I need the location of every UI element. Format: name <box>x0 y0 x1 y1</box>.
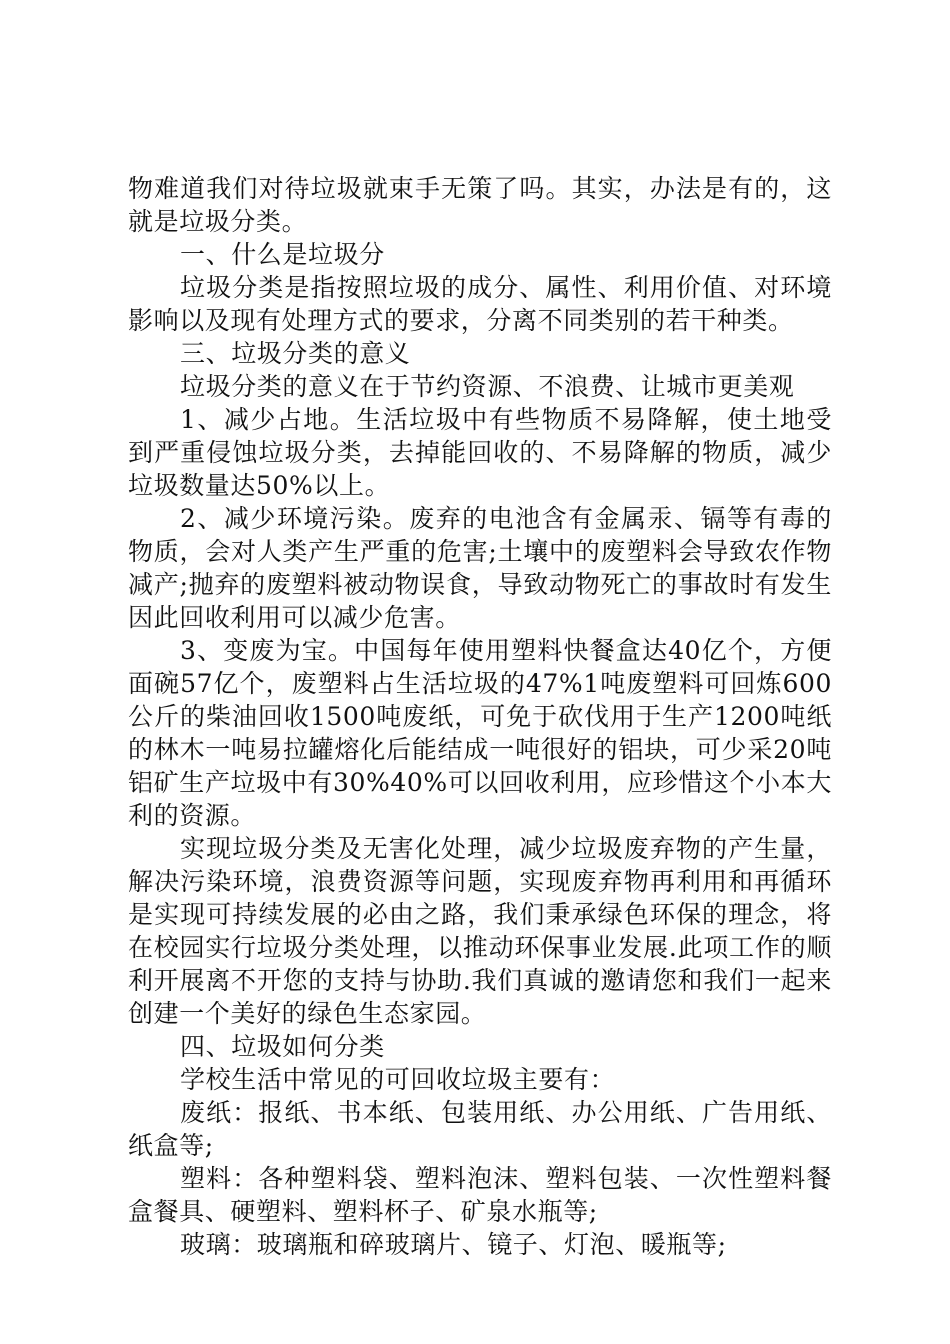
heading-how-to-sort: 四、垃圾如何分类 <box>180 1032 385 1061</box>
paragraph-plastic: 塑料：各种塑料袋、塑料泡沫、塑料包装、一次性塑料餐盒餐具、硬塑料、塑料杯子、矿泉水瓶等; <box>128 1164 832 1226</box>
paragraph-reduce-pollution: 2、减少环境污染。废弃的电池含有金属汞、镉等有毒的物质，会对人类产生严重的危害;土壤中的废塑料会导致农作物减产;抛弃的废塑料被动物误食，导致动物死亡的事故时有发生因此回收利用可以减少危害。 <box>128 504 832 632</box>
paragraph-intro-continuation: 物难道我们对待垃圾就束手无策了吗。其实，办法是有的，这就是垃圾分类。 <box>128 174 832 236</box>
paragraph-reduce-land-use: 1、减少占地。生活垃圾中有些物质不易降解，使土地受到严重侵蚀垃圾分类，去掉能回收的、不易降解的物质，减少垃圾数量达50%以上。 <box>128 405 832 500</box>
paragraph-waste-to-treasure: 3、变废为宝。中国每年使用塑料快餐盒达40亿个，方便面碗57亿个，废塑料占生活垃圾的47%1吨废塑料可回炼600公斤的柴油回收1500吨废纸，可免于砍伐用于生产1200吨纸的林木一吨易拉罐熔化后能结成一吨很好的铝块，可少采20吨铝矿生产垃圾中有30%40%可以回收利用，应珍惜这个小本大利的资源。 <box>128 636 832 830</box>
paragraph-recyclables-intro: 学校生活中常见的可回收垃圾主要有： <box>180 1065 616 1094</box>
paragraph-call-to-action: 实现垃圾分类及无害化处理，减少垃圾废弃物的产生量，解决污染环境，浪费资源等问题，实现废弃物再利用和再循环是实现可持续发展的必由之路，我们秉承绿色环保的理念，将在校园实行垃圾分类处理，以推动环保事业发展.此项工作的顺利开展离不开您的支持与协助.我们真诚的邀请您和我们一起来创建一个美好的绿色生态家园。 <box>128 834 832 1028</box>
document-body <box>128 172 832 1261</box>
paragraph-paper: 废纸：报纸、书本纸、包装用纸、办公用纸、广告用纸、纸盒等; <box>128 1098 832 1160</box>
heading-significance: 三、垃圾分类的意义 <box>180 339 411 368</box>
heading-what-is-sorting: 一、什么是垃圾分 <box>180 240 385 269</box>
paragraph-definition: 垃圾分类是指按照垃圾的成分、属性、利用价值、对环境影响以及现有处理方式的要求，分离不同类别的若干种类。 <box>128 273 832 335</box>
paragraph-significance-summary: 垃圾分类的意义在于节约资源、不浪费、让城市更美观 <box>180 372 795 401</box>
paragraph-glass: 玻璃：玻璃瓶和碎玻璃片、镜子、灯泡、暖瓶等; <box>180 1230 727 1259</box>
